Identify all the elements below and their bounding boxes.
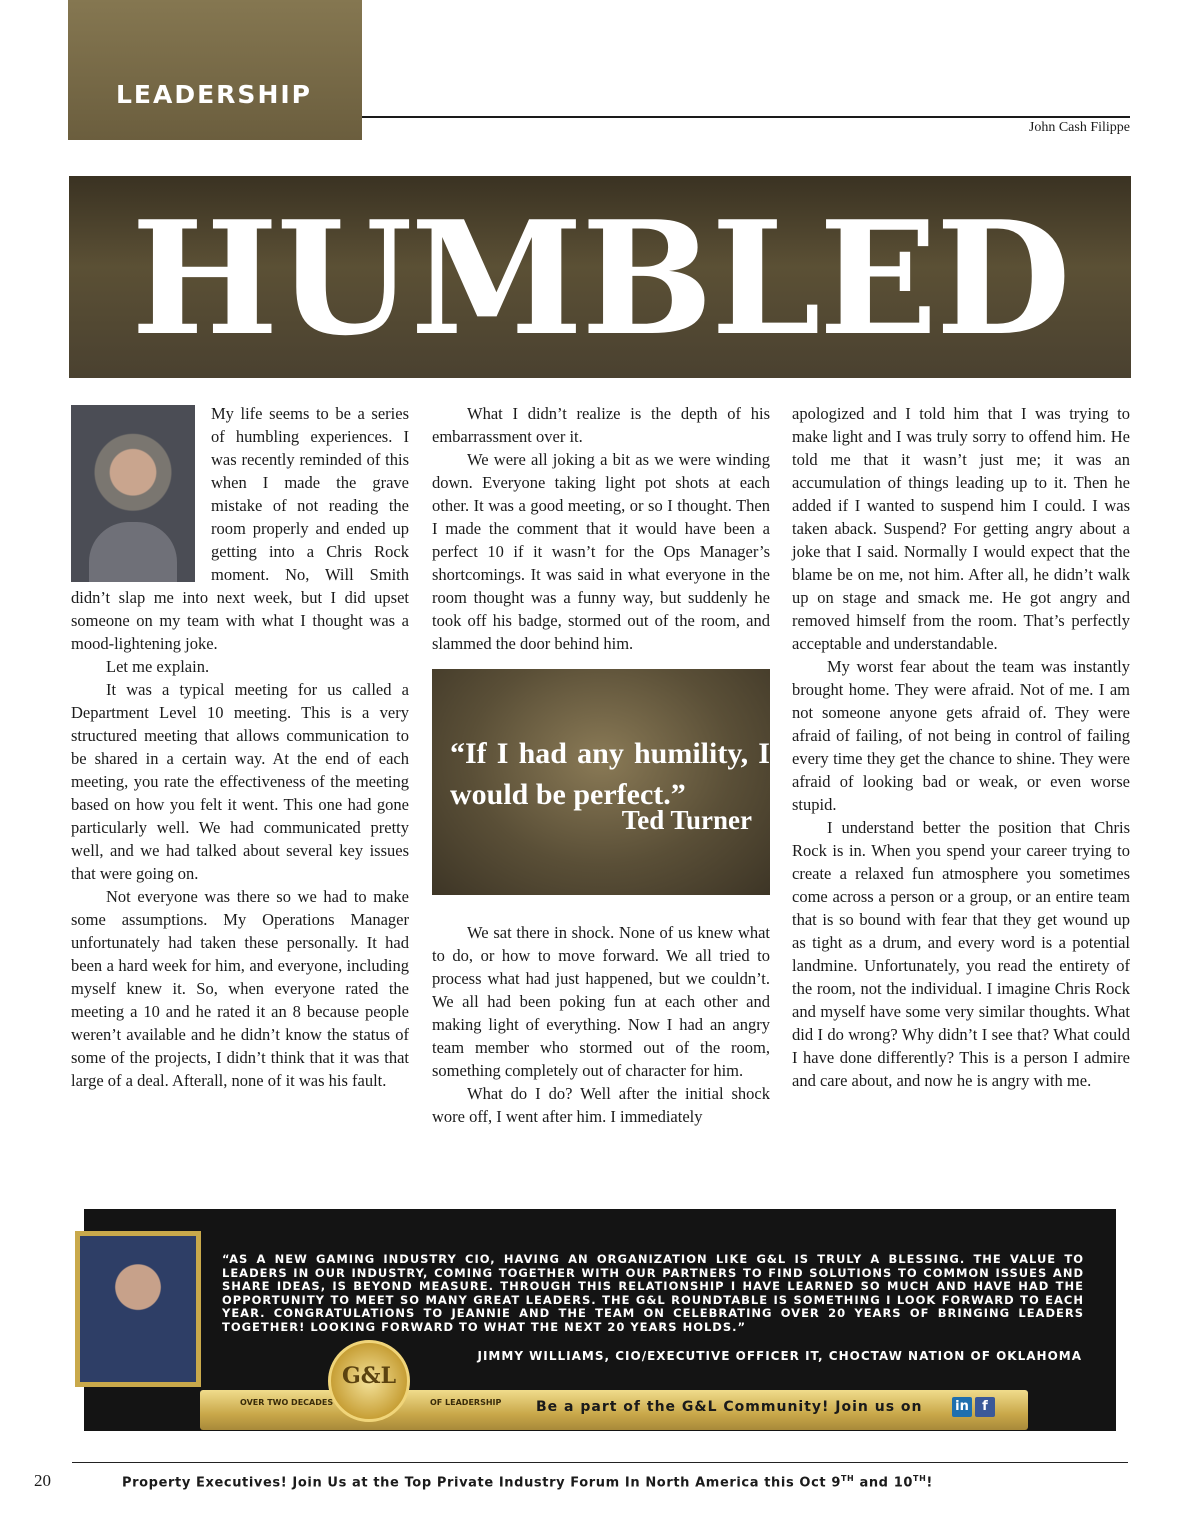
footer-text-end: !	[926, 1475, 933, 1491]
linkedin-icon[interactable]: in	[952, 1397, 972, 1417]
page-number: 20	[34, 1471, 51, 1490]
author-photo	[71, 405, 195, 582]
testimonial-quote: “AS A NEW GAMING INDUSTRY CIO, HAVING AN ORGANIZATION LIKE G&L IS TRULY A BLESSING. THE VALUE TO LEADERS IN OUR INDUSTRY, COMING TOGETHER WITH OUR PARTNERS TO FIND SOLUTIONS TO COMMON ISSUES AND SHARE IDEAS, IS BEYOND MEASURE. THROUGH THIS RELATIONSHIP I HAVE LEARNED SO MUCH AND HAVE HAD THE OPPORTUNITY TO MEET SO MANY GREAT LEADERS. THE G&L ROUNDTABLE IS SOMETHING I LOOK FORWARD TO EACH YEAR. CONGRATULATIONS TO JEANNIE AND THE TEAM ON CELEBRATING OVER 20 YEARS OF BRINGING LEADERS TOGETHER! LOOKING FORWARD TO WHAT THE NEXT 20 YEARS HOLDS.”	[222, 1252, 1084, 1334]
footer-text-start: Property Executives! Join Us at the Top Private Industry Forum In North America this Oct 9	[122, 1475, 841, 1491]
pull-quote	[432, 669, 770, 895]
column-1	[71, 402, 409, 1092]
header-rule	[362, 116, 1130, 118]
facebook-icon[interactable]: f	[975, 1397, 995, 1417]
paragraph: We were all joking a bit as we were winding down. Everyone taking light pot shots at each other. It was a good meeting, or so I thought. Then I made the comment that it would have been a perfect 10 if it wasn’t for the Ops Manager’s shortcomings. It was said in what everyone in the room thought was a funny way, but suddenly he took off his badge, stormed out of the room, and slammed the door behind him.	[432, 450, 770, 653]
paragraph: My worst fear about the team was instantly brought home. They were afraid. Not of me. I am not someone anyone gets afraid of. They were afraid of failing, of not being in control of failing every time they get the chance to shine. They were afraid of looking bad or weak, or even worse stupid.	[792, 657, 1130, 814]
footer-rule	[72, 1462, 1128, 1463]
section-label: LEADERSHIP	[116, 80, 312, 109]
pull-quote-text: “If I had any humility, I would be perfect.”	[450, 737, 770, 811]
paragraph: Let me explain.	[106, 657, 210, 676]
gl-seal-logo	[328, 1340, 410, 1422]
footer-text-mid: and 10	[854, 1475, 914, 1491]
paragraph: My life seems to be a series of humbling experiences. I was recently reminded of this when I made the grave mistake of not reading the room properly and ended up getting into a Chris Rock moment. No, Will Smith didn’t slap me into next week, but I did upset someone on my team with what I thought was a mood-lightening joke.	[71, 404, 409, 653]
testimonial-attribution: JIMMY WILLIAMS, CIO/EXECUTIVE OFFICER IT, CHOCTAW NATION OF OKLAHOMA	[477, 1349, 1082, 1363]
paragraph: It was a typical meeting for us called a Department Level 10 meeting. This is a very structured meeting that allows communication to be shared in a certain way. At the end of each meeting, you rate the effectiveness of the meeting based on how you felt it went. This one had gone particularly well. We had communicated pretty well, and we had talked about several key issues that were going on.	[71, 680, 409, 883]
paragraph: We sat there in shock. None of us knew what to do, or how to move forward. We all tried to process what had just happened, but we couldn’t. We all had been poking fun at each other and making light of everything. Now I had an angry team member who stormed out of the room, something completely out of character for him.	[432, 923, 770, 1080]
footer-promo	[122, 1474, 933, 1490]
testimonial-portrait	[75, 1231, 201, 1387]
author-name: John Cash Filippe	[1028, 120, 1130, 135]
column-3	[792, 402, 1130, 1092]
pull-quote-author: Ted Turner	[621, 805, 752, 835]
paragraph: What do I do? Well after the initial shock wore off, I went after him. I immediately	[432, 1084, 770, 1126]
paragraph: Not everyone was there so we had to make some assumptions. My Operations Manager unfortunately had taken these personally. It had been a hard week for him, and everyone, including myself knew it. So, when everyone rated the meeting a 10 and he rated it an 8 because people weren’t available and he didn’t know the status of some of the projects, I didn’t think that it was that large of a deal. Afterall, none of it was his fault.	[71, 887, 409, 1090]
paragraph: apologized and I told him that I was trying to make light and I was truly sorry to offend him. He told me that it wasn’t just me; it was an accumulation of things leading up to it. Then he added if I wanted to suspend him I could. I was taken aback. Suspend? For getting angry about a joke that I said. Normally I would expect that the blame be on me, not him. After all, he didn’t walk up on stage and smack me. He got angry and removed himself from the room. That’s perfectly acceptable and understandable.	[792, 404, 1130, 653]
community-cta: Be a part of the G&L Community! Join us on	[536, 1399, 923, 1415]
column-2	[432, 402, 770, 1128]
badge-text-right: OF LEADERSHIP	[430, 1398, 502, 1407]
paragraph: What I didn’t realize is the depth of his embarrassment over it.	[432, 404, 770, 446]
title-banner	[69, 176, 1131, 378]
article-title: HUMBLED	[131, 187, 1069, 370]
footer-sup: TH	[840, 1474, 855, 1483]
paragraph: I understand better the position that Chris Rock is in. When you spend your career trying to create a relaxed fun atmosphere you sometimes come across a person or a group, or an entire team that is so bound with fear that they get wound up as tight as a drum, and every word is a potential landmine. Unfortunately, you read the entirety of the room, not the individual. I imagine Chris Rock and myself have some very similar thoughts. What did I do wrong? Why didn’t I see that? What could I have done differently? This is a person I admire and care about, and now he is angry with me.	[792, 818, 1130, 1090]
section-tab	[68, 0, 362, 140]
footer-sup: TH	[913, 1474, 927, 1483]
seal-text: G&L	[341, 1363, 397, 1389]
badge-text-left: OVER TWO DECADES	[240, 1398, 334, 1407]
